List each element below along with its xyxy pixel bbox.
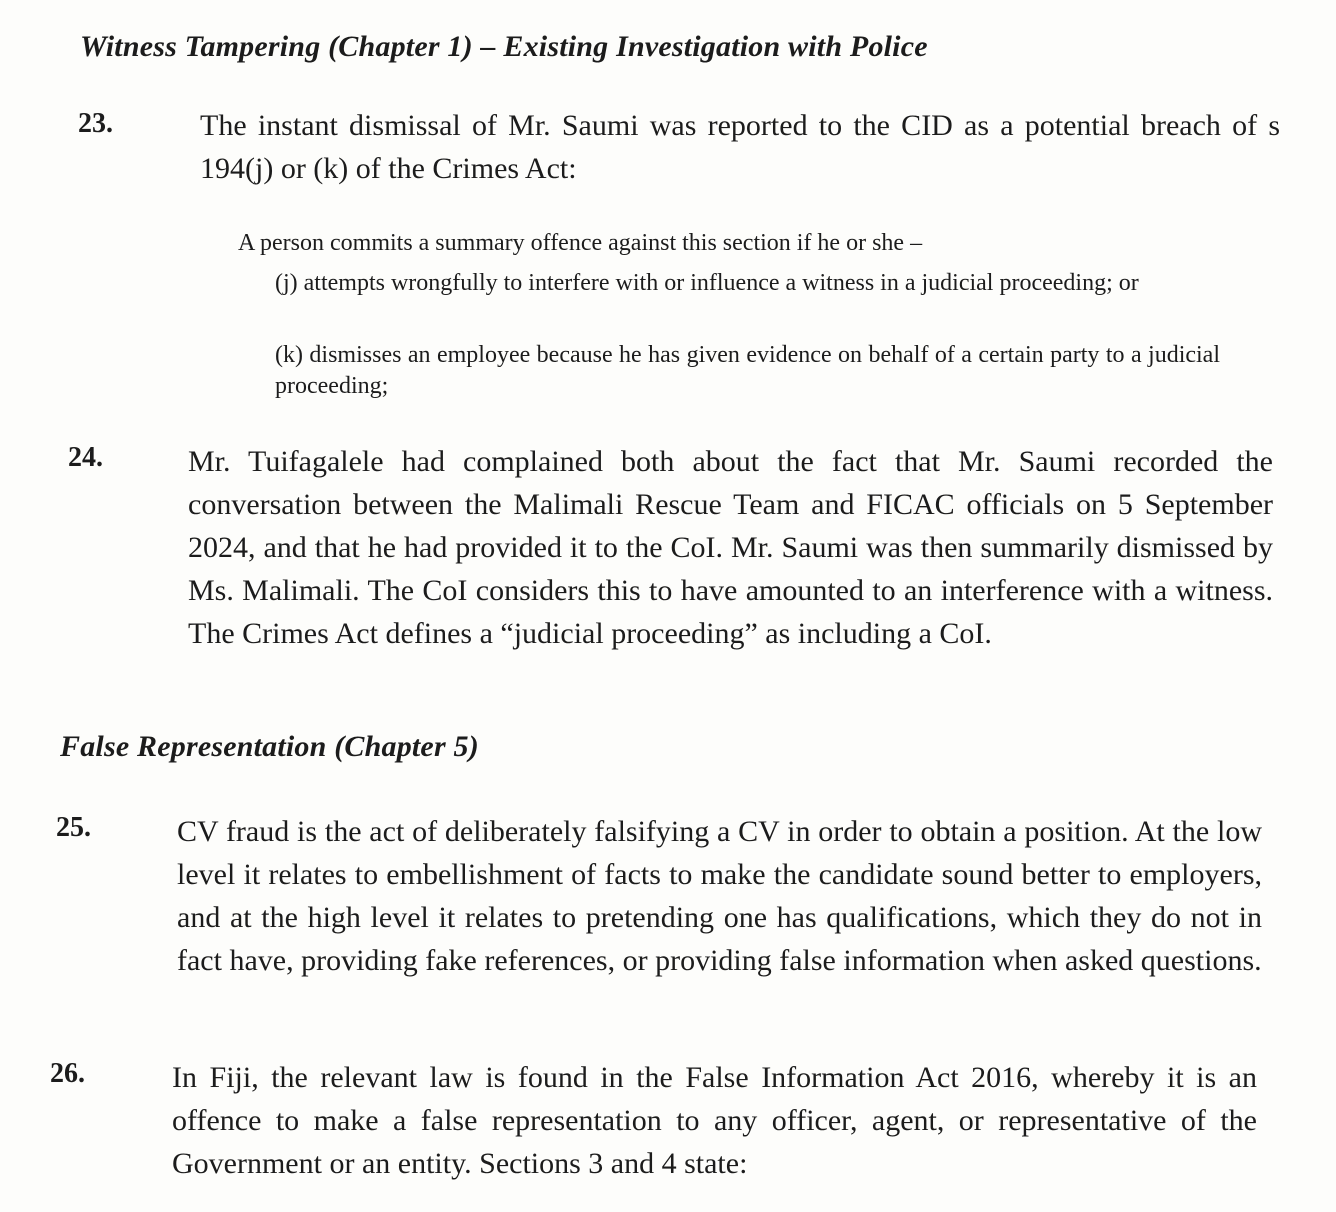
statute-quote-lead: A person commits a summary offence against this section if he or she – — [238, 230, 923, 256]
paragraph-number-26: 26. — [50, 1058, 85, 1089]
paragraph-number-23: 23. — [78, 108, 113, 139]
paragraph-25-text: CV fraud is the act of deliberately falsifying a CV in order to obtain a position. At the low level it relates to embellishment of facts to make the candidate sound better to employers, and at the high level it relates to pretending one has qualifications, which they do not in fact have, providing fake references, or providing false information when asked questions. — [177, 815, 1262, 977]
paragraph-number-25: 25. — [56, 812, 91, 843]
paragraph-24-text: Mr. Tuifagalele had complained both about the fact that Mr. Saumi recorded the conversation between the Malimali Rescue Team and FICAC officials on 5 September 2024, and that he had provided it to the CoI. Mr. Saumi was then summarily dismissed by Ms. Malimali. The CoI considers this to have amounted to an interference with a witness. The Crimes Act defines a “judicial proceeding” as including a CoI. — [188, 445, 1273, 650]
section-heading-false-representation: False Representation (Chapter 5) — [60, 730, 479, 763]
statute-quote-item-j: (j) attempts wrongfully to interfere with or influence a witness in a judicial proceeding; or — [275, 270, 1139, 296]
section-heading-witness-tampering: Witness Tampering (Chapter 1) – Existing Investigation with Police — [80, 30, 928, 63]
paragraph-26-text: In Fiji, the relevant law is found in the False Information Act 2016, whereby it is an offence to make a false representation to any officer, agent, or representative of the Government or an entity. Sections 3 and 4 state: — [172, 1061, 1257, 1180]
statute-quote-item-k: (k) dismisses an employee because he has given evidence on behalf of a certain party to a judicial proceeding; — [275, 342, 1220, 399]
paragraph-23-text: The instant dismissal of Mr. Saumi was reported to the CID as a potential breach of s 194(j) or (k) of the Crimes Act: — [200, 109, 1280, 185]
paragraph-number-24: 24. — [68, 442, 103, 473]
